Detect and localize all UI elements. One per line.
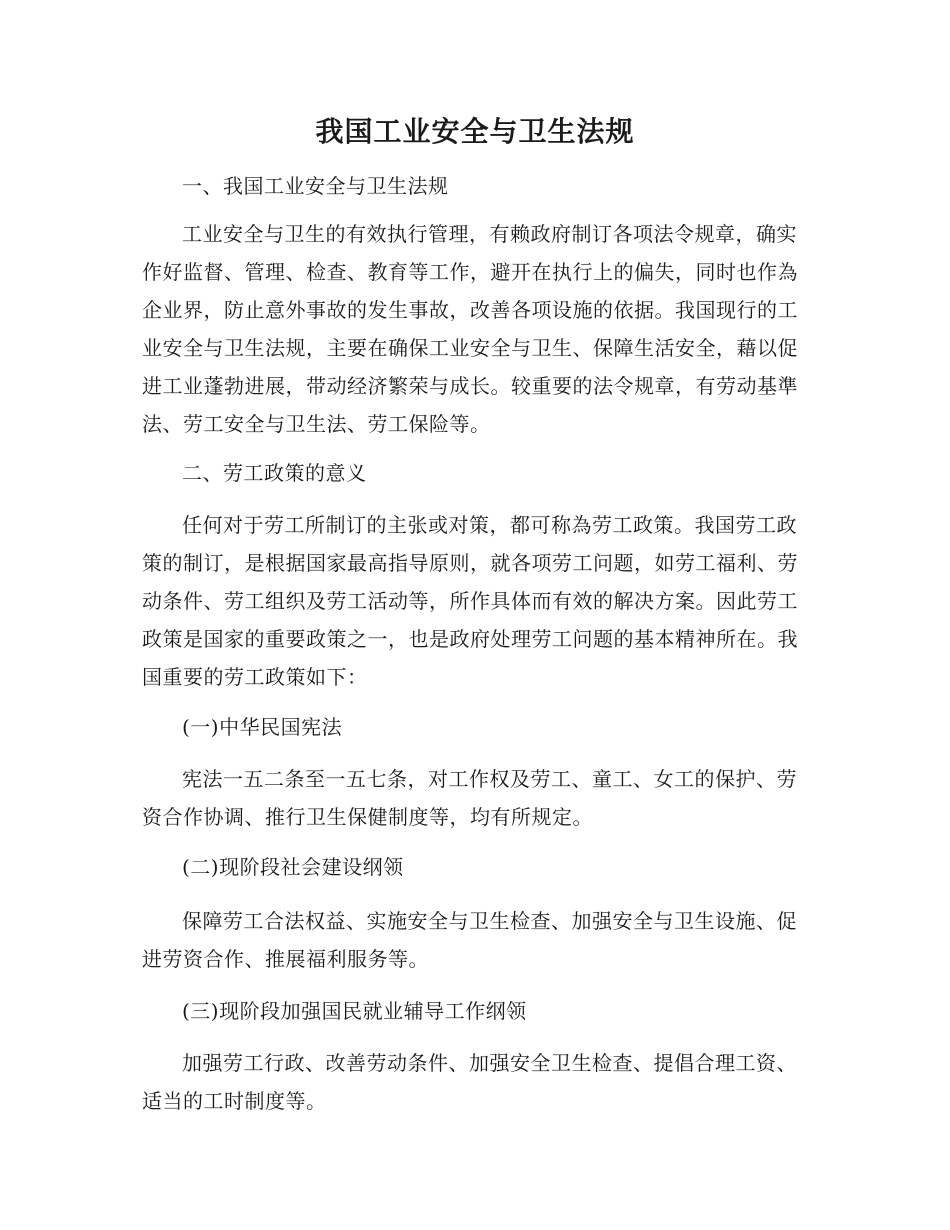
subsection-heading-2: (二)现阶段社会建设纲领 — [182, 855, 404, 879]
subsection-heading-3: (三)现阶段加强国民就业辅导工作纲领 — [182, 999, 527, 1023]
paragraph-2: 任何对于劳工所制订的主张或对策，都可称為劳工政策。我国劳工政策的制订，是根据国家最高指导原则，就各项劳工问题，如劳工福利、劳动条件、劳工组织及劳工活动等，所作具体而有效的解决方案。因此劳工政策是国家的重要政策之一，也是政府处理劳工问题的基本精神所在。我国重要的劳工政策如下： — [142, 513, 798, 689]
subsection-heading-1: (一)中华民国宪法 — [182, 715, 343, 739]
document-title: 我国工业安全与卫生法规 — [315, 115, 635, 148]
section-heading-2: 二、劳工政策的意义 — [182, 461, 367, 485]
paragraph-4: 保障劳工合法权益、实施安全与卫生检查、加强安全与卫生设施、促进劳资合作、推展福利服务等。 — [142, 909, 797, 971]
paragraph-1: 工业安全与卫生的有效执行管理，有赖政府制订各项法令规章，确实作好监督、管理、检查、教育等工作，避开在执行上的偏失，同时也作為企业界，防止意外事故的发生事故，改善各项设施的依据。我国现行的工业安全与卫生法规，主要在确保工业安全与卫生、保障生活安全，藉以促进工业蓬勃进展，带动经济繁荣与成长。较重要的法令规章，有劳动基準法、劳工安全与卫生法、劳工保险等。 — [142, 222, 798, 436]
section-heading-1: 一、我国工业安全与卫生法规 — [182, 174, 449, 198]
paragraph-3: 宪法一五二条至一五七条，对工作权及劳工、童工、女工的保护、劳资合作协调、推行卫生保健制度等，均有所规定。 — [142, 767, 797, 829]
paragraph-5: 加强劳工行政、改善劳动条件、加强安全卫生检查、提倡合理工资、适当的工时制度等。 — [142, 1051, 797, 1113]
